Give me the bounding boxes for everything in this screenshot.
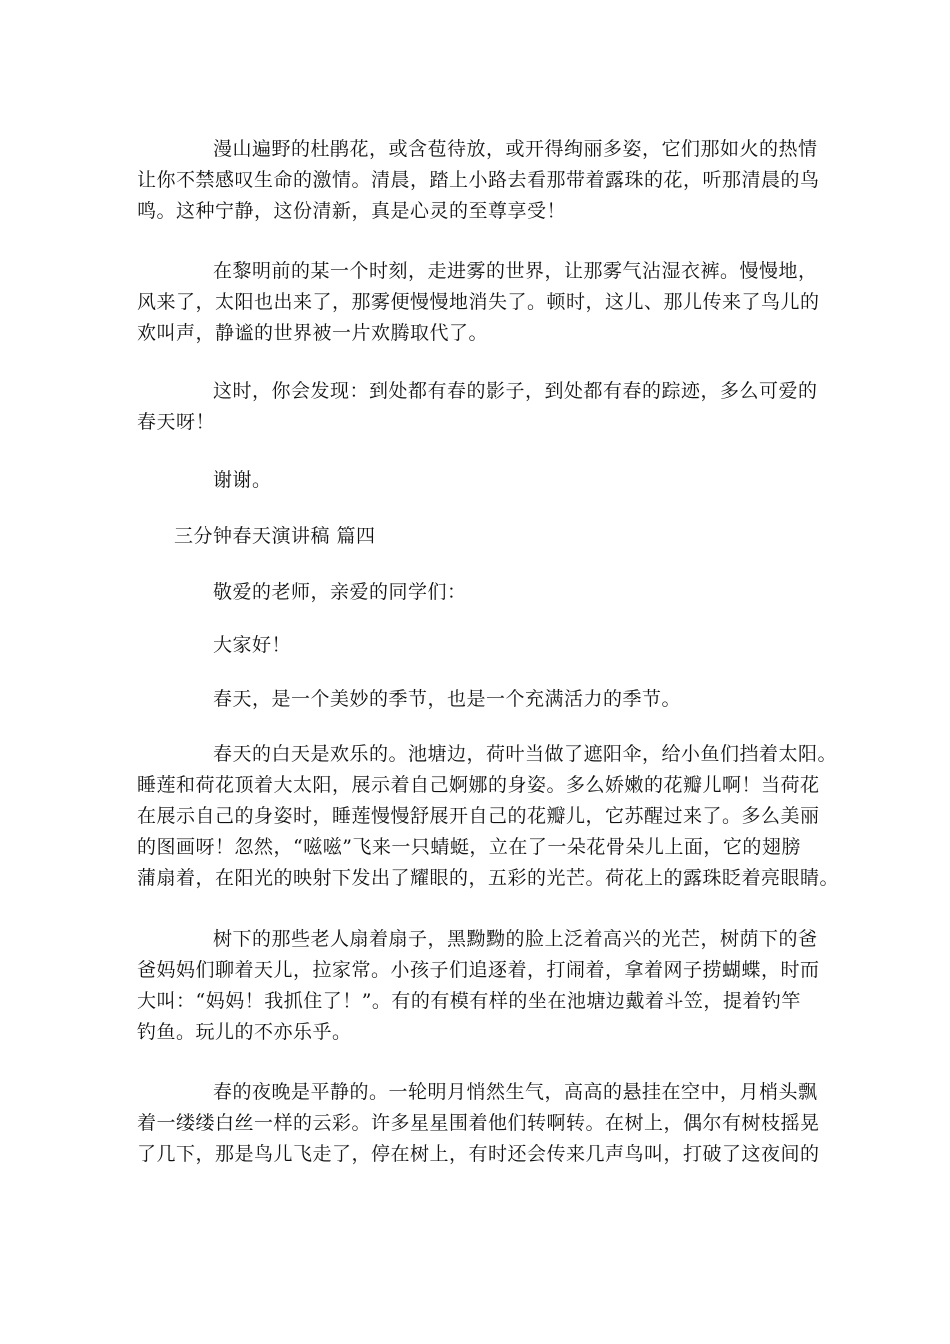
text-line: 蒲扇着，在阳光的映射下发出了耀眼的，五彩的光芒。荷花上的露珠眨着亮眼睛。: [137, 867, 840, 889]
paragraph-spring-night: [137, 1077, 827, 1170]
text-line: 在黎明前的某一个时刻，走进雾的世界，让那雾气沾湿衣裤。慢慢地，: [213, 260, 818, 282]
text-line: 着一缕缕白丝一样的云彩。许多星星围着他们转啊转。在树上，偶尔有树枝摇晃: [137, 1112, 820, 1134]
text-line: 睡莲和荷花顶着大太阳，展示着自己婀娜的身姿。多么娇嫩的花瓣儿啊！当荷花: [137, 774, 820, 796]
text-line: 风来了，太阳也出来了，那雾便慢慢地消失了。顿时，这儿、那儿传来了鸟儿的: [137, 291, 820, 313]
text-line: 敬爱的老师，亲爱的同学们：: [213, 581, 467, 603]
paragraph-spring-intro: [137, 684, 827, 715]
text-line: 鸣。这种宁静，这份清新，真是心灵的至尊享受！: [137, 200, 567, 222]
text-line: 春天呀！: [137, 411, 216, 433]
text-line: 大叫：“妈妈！我抓住了！”。有的有模有样的坐在池塘边戴着斗笠，提着钓竿: [137, 990, 801, 1012]
text-line: 大家好！: [213, 634, 292, 656]
paragraph-spring-traces: [137, 376, 827, 438]
text-line: 在展示自己的身姿时，睡莲慢慢舒展开自己的花瓣儿，它苏醒过来了。多么美丽: [137, 805, 820, 827]
paragraph-azalea: [137, 134, 827, 227]
text-line: 的图画呀！忽然，“嗞嗞”飞来一只蜻蜓，立在了一朵花骨朵儿上面，它的翅膀: [137, 836, 801, 858]
text-line: 钓鱼。玩儿的不亦乐乎。: [137, 1021, 352, 1043]
paragraph-fog: [137, 256, 827, 349]
text-line: 春天，是一个美妙的季节，也是一个充满活力的季节。: [213, 688, 682, 710]
text-line: 春天的白天是欢乐的。池塘边，荷叶当做了遮阳伞，给小鱼们挡着太阳。: [213, 743, 838, 765]
paragraph-under-tree: [137, 924, 827, 1048]
paragraph-greeting: [137, 577, 827, 608]
text-line: 了几下，那是鸟儿飞走了，停在树上，有时还会传来几声鸟叫，打破了这夜间的: [137, 1143, 820, 1165]
text-line: 爸妈妈们聊着天儿，拉家常。小孩子们追逐着，打闹着，拿着网子捞蝴蝶，时而: [137, 959, 820, 981]
text-line: 春的夜晚是平静的。一轮明月悄然生气，高高的悬挂在空中，月梢头飘: [213, 1081, 818, 1103]
section-heading: 三分钟春天演讲稿 篇四: [174, 525, 376, 547]
text-line: 欢叫声，静谧的世界被一片欢腾取代了。: [137, 322, 489, 344]
text-line: 谢谢。: [213, 469, 272, 491]
text-line: 这时，你会发现：到处都有春的影子，到处都有春的踪迹，多么可爱的: [213, 380, 818, 402]
paragraph-spring-day: [137, 739, 840, 894]
text-line: 树下的那些老人扇着扇子，黑黝黝的脸上泛着高兴的光芒，树荫下的爸: [213, 928, 818, 950]
paragraph-hello: [137, 630, 827, 661]
text-line: 让你不禁感叹生命的激情。清晨，踏上小路去看那带着露珠的花，听那清晨的鸟: [137, 169, 820, 191]
text-line: 漫山遍野的杜鹃花，或含苞待放，或开得绚丽多姿，它们那如火的热情: [213, 138, 818, 160]
paragraph-thanks: [137, 465, 827, 496]
